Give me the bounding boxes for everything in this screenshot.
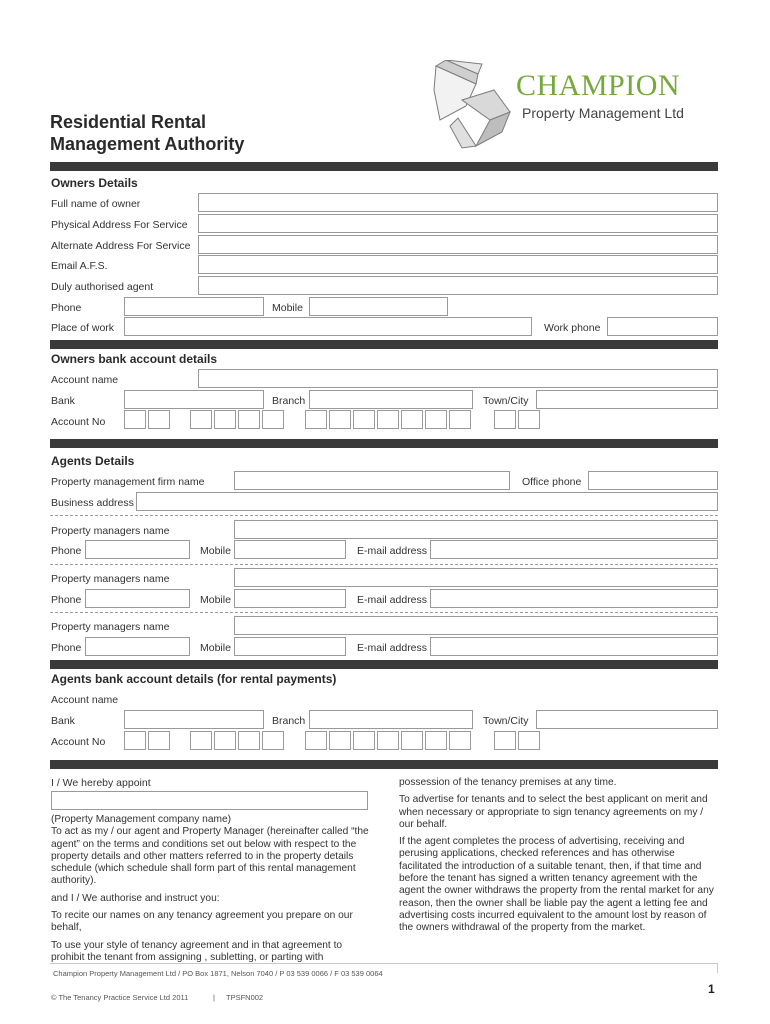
owner-name-label: Full name of owner	[51, 198, 141, 210]
manager-1-mobile-field[interactable]	[234, 540, 346, 559]
owner-work-field[interactable]	[124, 317, 532, 336]
owner-alt-address-field[interactable]	[198, 235, 718, 254]
agents-branch-label: Branch	[272, 715, 306, 727]
section-divider	[50, 162, 718, 171]
manager-1-phone-field[interactable]	[85, 540, 190, 559]
agents-account-digit[interactable]	[190, 731, 212, 750]
appoint-left-para: (Property Management company name) To act as my / our agent and Property Manager (hereinafter called “the agent” on the terms and conditions set out below with respect to the property details and other matters referred to in the property details schedule (which schedule shall form part of this rental management authority).	[51, 814, 369, 887]
owners-town-label: Town/City	[483, 395, 529, 407]
agent-business-address-label: Business address	[51, 497, 134, 509]
owners-heading: Owners Details	[51, 176, 138, 190]
owners-account-digit[interactable]	[377, 410, 399, 429]
agents-account-no-label: Account No	[51, 736, 106, 748]
manager-1-phone-label: Phone	[51, 545, 82, 557]
manager-1-email-label: E-mail address	[357, 545, 428, 557]
agents-account-digit[interactable]	[262, 731, 284, 750]
owners-account-digit[interactable]	[449, 410, 471, 429]
agent-office-phone-label: Office phone	[522, 476, 582, 488]
owners-account-digit[interactable]	[190, 410, 212, 429]
footer-rule	[50, 963, 718, 964]
owner-work-phone-field[interactable]	[607, 317, 718, 336]
owners-town-field[interactable]	[536, 390, 718, 409]
owners-account-digit[interactable]	[262, 410, 284, 429]
agents-account-digit[interactable]	[124, 731, 146, 750]
footer-separator: |	[213, 993, 215, 1002]
manager-3-phone-field[interactable]	[85, 637, 190, 656]
owners-account-digit[interactable]	[124, 410, 146, 429]
owners-account-digit[interactable]	[353, 410, 375, 429]
appoint-left-para: To recite our names on any tenancy agreement you prepare on our behalf,	[51, 910, 353, 934]
manager-2-mobile-label: Mobile	[200, 594, 231, 606]
owner-mobile-label: Mobile	[272, 302, 303, 314]
owners-account-digit[interactable]	[494, 410, 516, 429]
appoint-left-column	[51, 814, 369, 969]
owner-agent-label: Duly authorised agent	[51, 281, 154, 293]
manager-1-name-field[interactable]	[234, 520, 718, 539]
owners-bank-label: Bank	[51, 395, 75, 407]
owner-work-phone-label: Work phone	[544, 322, 601, 334]
section-divider	[50, 760, 718, 769]
agents-account-digit[interactable]	[238, 731, 260, 750]
section-divider	[50, 340, 718, 349]
owners-account-digit[interactable]	[148, 410, 170, 429]
appoint-right-para: To advertise for tenants and to select the best applicant on merit and when necessary or appropriate to sign tenancy agreements on my / our behalf.	[399, 794, 708, 830]
manager-3-name-label: Property managers name	[51, 621, 170, 633]
manager-2-phone-field[interactable]	[85, 589, 190, 608]
footer-copyright: © The Tenancy Practice Service Ltd 2011	[51, 993, 189, 1002]
appoint-right-para: If the agent completes the process of advertising, receiving and perusing applications, checked references and has otherwise facilitated the introduction of a suitable tenant, then, if that time and before the tenant has signed a written tenancy agreement with the agent the owner withdraws the property from the rental market for any reason, then the owner shall be liable pay the agent a letting fee and advertising costs incurred equivalent to the amount lost by reason of the owners withdrawal of the property from the market.	[399, 836, 714, 934]
manager-3-email-field[interactable]	[430, 637, 718, 656]
appoint-right-column	[399, 777, 717, 940]
owners-account-digit[interactable]	[401, 410, 423, 429]
manager-2-phone-label: Phone	[51, 594, 82, 606]
manager-3-phone-label: Phone	[51, 642, 82, 654]
agents-bank-label: Bank	[51, 715, 75, 727]
agents-account-digit[interactable]	[148, 731, 170, 750]
manager-3-mobile-field[interactable]	[234, 637, 346, 656]
owners-bank-field[interactable]	[124, 390, 264, 409]
agents-bank-heading: Agents bank account details (for rental payments)	[51, 672, 337, 686]
owner-phone-field[interactable]	[124, 297, 264, 316]
owners-account-name-field[interactable]	[198, 369, 718, 388]
page-number: 1	[708, 982, 715, 996]
owner-agent-field[interactable]	[198, 276, 718, 295]
owners-branch-label: Branch	[272, 395, 306, 407]
owners-account-no-label: Account No	[51, 416, 106, 428]
agents-account-digit[interactable]	[425, 731, 447, 750]
manager-2-name-label: Property managers name	[51, 573, 170, 585]
agents-bank-field[interactable]	[124, 710, 264, 729]
footer-rule-tick	[717, 963, 718, 973]
agents-account-digit[interactable]	[518, 731, 540, 750]
owners-account-digit[interactable]	[238, 410, 260, 429]
agents-account-digit[interactable]	[449, 731, 471, 750]
agents-heading: Agents Details	[51, 454, 135, 468]
owner-address-label: Physical Address For Service	[51, 219, 188, 231]
manager-2-mobile-field[interactable]	[234, 589, 346, 608]
agent-firm-field[interactable]	[234, 471, 510, 490]
owner-alt-address-label: Alternate Address For Service	[51, 240, 191, 252]
agents-account-name-label: Account name	[51, 694, 119, 706]
section-divider	[50, 660, 718, 669]
agents-account-digit[interactable]	[329, 731, 351, 750]
manager-1-mobile-label: Mobile	[200, 545, 231, 557]
owner-address-field[interactable]	[198, 214, 718, 233]
agents-branch-field[interactable]	[309, 710, 473, 729]
footer-code: TPSFN002	[226, 993, 264, 1002]
agent-firm-label: Property management firm name	[51, 476, 205, 488]
manager-2-name-field[interactable]	[234, 568, 718, 587]
dashed-divider	[50, 515, 718, 516]
agents-account-digit[interactable]	[401, 731, 423, 750]
section-divider	[50, 439, 718, 448]
agent-business-address-field[interactable]	[136, 492, 718, 511]
agent-office-phone-field[interactable]	[588, 471, 718, 490]
owners-account-digit[interactable]	[214, 410, 236, 429]
manager-1-name-label: Property managers name	[51, 525, 170, 537]
manager-3-mobile-label: Mobile	[200, 642, 231, 654]
owner-name-field[interactable]	[198, 193, 718, 212]
manager-2-email-field[interactable]	[430, 589, 718, 608]
title-line-1: Residential Rental	[50, 112, 207, 132]
appoint-left-para: and I / We authorise and instruct you:	[51, 892, 220, 904]
page-title	[50, 111, 244, 155]
agents-account-digit[interactable]	[305, 731, 327, 750]
footer-address: Champion Property Management Ltd / PO Box 1871, Nelson 7040 / P 03 539 0066 / F 03 539 0064	[53, 969, 383, 978]
agents-account-digit[interactable]	[377, 731, 399, 750]
appoint-right-para: possession of the tenancy premises at any time.	[399, 777, 617, 788]
owners-branch-field[interactable]	[309, 390, 473, 409]
owners-account-name-label: Account name	[51, 374, 119, 386]
owners-account-digit[interactable]	[305, 410, 327, 429]
agents-account-digit[interactable]	[214, 731, 236, 750]
owners-account-digit[interactable]	[425, 410, 447, 429]
brand-subtitle: Property Management Ltd	[522, 105, 684, 121]
owner-phone-label: Phone	[51, 302, 82, 314]
owners-bank-heading: Owners bank account details	[51, 352, 218, 366]
agents-account-digit[interactable]	[353, 731, 375, 750]
appoint-left-para: To use your style of tenancy agreement and in that agreement to prohibit the tenant from assigning , subletting, or parting with	[51, 939, 343, 963]
owners-account-digit[interactable]	[518, 410, 540, 429]
brand-name: CHAMPION	[516, 69, 681, 102]
dashed-divider	[50, 612, 718, 613]
manager-2-email-label: E-mail address	[357, 594, 428, 606]
owner-email-label: Email A.F.S.	[51, 260, 108, 272]
champion-logo-icon	[432, 60, 514, 150]
owner-email-field[interactable]	[198, 255, 718, 274]
owner-mobile-field[interactable]	[309, 297, 448, 316]
agents-account-digit[interactable]	[494, 731, 516, 750]
manager-3-name-field[interactable]	[234, 616, 718, 635]
owner-work-label: Place of work	[51, 322, 115, 334]
dashed-divider	[50, 564, 718, 565]
company-name-field[interactable]	[51, 791, 368, 810]
manager-3-email-label: E-mail address	[357, 642, 428, 654]
manager-1-email-field[interactable]	[430, 540, 718, 559]
agents-town-field[interactable]	[536, 710, 718, 729]
appoint-intro: I / We hereby appoint	[51, 777, 151, 789]
title-line-2: Management Authority	[50, 134, 245, 154]
agents-town-label: Town/City	[483, 715, 529, 727]
owners-account-digit[interactable]	[329, 410, 351, 429]
